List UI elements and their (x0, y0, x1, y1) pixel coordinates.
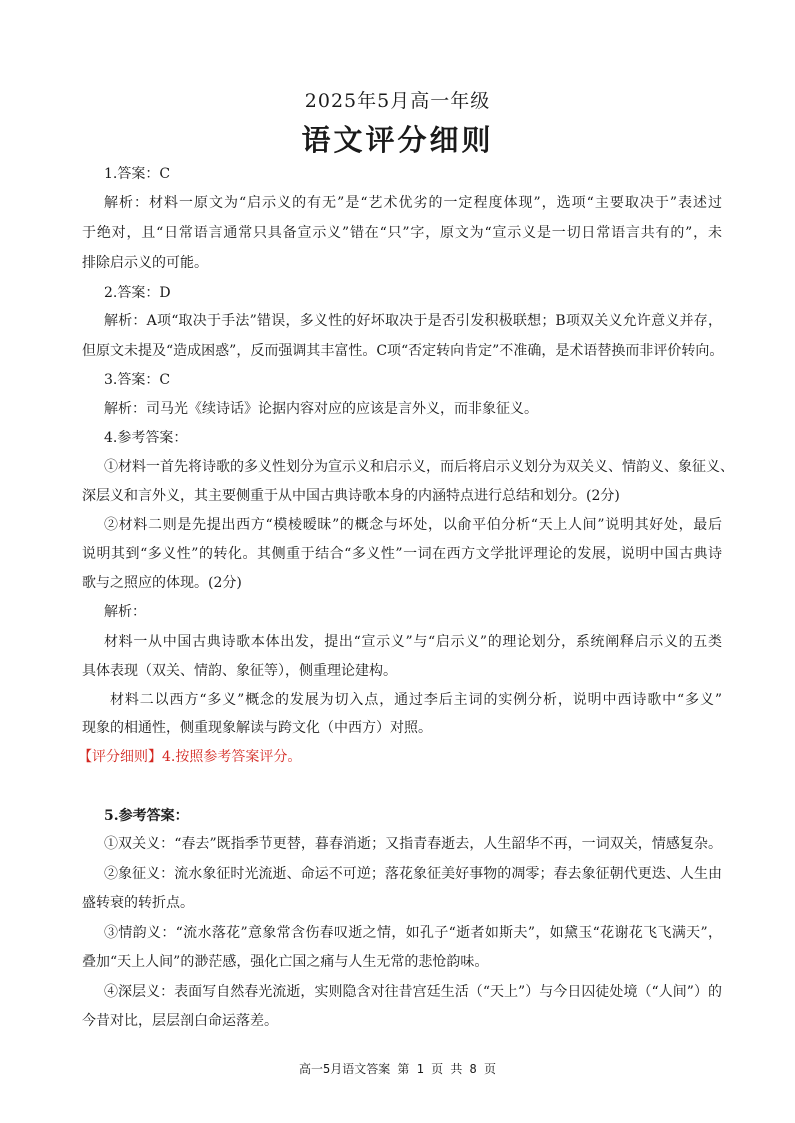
q4-analysis-line-2: 具体表现（双关、情韵、象征等），侧重理论建构。 (82, 663, 397, 679)
q2-analysis-line-1: 解析：A项“取决于手法”错误，多义性的好坏取决于是否引发积极联想；B项双关义允许意义并存， (104, 313, 722, 329)
q5-point-3-line-2: 叠加“天上人间”的渺茫感，强化亡国之痛与人生无常的悲怆韵味。 (82, 954, 489, 970)
q5-point-4-line-1: ④深层义：表面写自然春光流逝，实则隐含对往昔宫廷生活（“天上”）与今日囚徒处境（“人间”）的 (104, 984, 722, 1000)
page-footer: 高一5月语文答案 第 1 页 共 8 页 (298, 1062, 497, 1076)
q2-answer: 2.答案：D (104, 285, 171, 301)
q3-answer: 3.答案：C (104, 372, 171, 388)
q4-scoring-rule: 【评分细则】4.按照参考答案评分。 (78, 749, 302, 765)
q4-analysis-line-3: 材料二以西方“多义”概念的发展为切入点，通过李后主词的实例分析，说明中西诗歌中“多义” (110, 692, 722, 708)
exam-subtitle: 2025年5月高一年级 (304, 90, 491, 112)
q5-point-3-line-1: ③情韵义：“流水落花”意象常含伤春叹逝之情，如孔子“逝者如斯夫”，如黛玉“花谢花飞飞满天”， (104, 925, 722, 941)
q1-analysis-line-3: 排除启示义的可能。 (82, 255, 208, 271)
q4-analysis-line-1: 材料一从中国古典诗歌本体出发，提出“宣示义”与“启示义”的理论划分，系统阐释启示义的五类 (104, 634, 722, 650)
q4-point-2-line-1: ②材料二则是先提出西方“模棱暧昧”的概念与坏处，以俞平伯分析“天上人间”说明其好处，最后 (104, 517, 722, 533)
q4-point-2-line-3: 歌与之照应的体现。(2分) (82, 575, 242, 591)
q4-analysis-line-4: 现象的相通性，侧重现象解读与跨文化（中西方）对照。 (82, 720, 432, 736)
q1-analysis-line-1: 解析：材料一原文为“启示义的有无”是“艺术优劣的一定程度体现”，选项“主要取决于”表述过 (104, 195, 722, 211)
q5-point-2-line-2: 盛转衰的转折点。 (82, 895, 194, 911)
q2-analysis-line-2: 但原文未提及“造成困惑”，反而强调其丰富性。C项“否定转向肯定”不准确，是术语替换而非评价转向。 (82, 343, 724, 359)
q4-point-1-line-1: ①材料一首先将诗歌的多义性划分为宣示义和启示义，而后将启示义划分为双关义、情韵义、象征义、 (104, 459, 734, 475)
q1-analysis-line-2: 于绝对，且“日常语言通常只具备宣示义”错在“只”字，原文为“宣示义是一切日常语言共有的”，未 (82, 225, 722, 241)
q5-point-2-line-1: ②象征义：流水象征时光流逝、命运不可逆；落花象征美好事物的凋零；春去象征朝代更迭、人生由 (104, 866, 722, 882)
q5-answer: 5.参考答案： (104, 808, 189, 824)
q4-answer: 4.参考答案： (104, 430, 188, 446)
page-title: 语文评分细则 (301, 123, 494, 157)
q3-analysis-line-1: 解析：司马光《续诗话》论据内容对应的应该是言外义，而非象征义。 (104, 401, 538, 417)
q5-point-4-line-2: 今昔对比，层层剖白命运落差。 (82, 1013, 278, 1029)
q4-point-1-line-2: 深层义和言外义，其主要侧重于从中国古典诗歌本身的内涵特点进行总结和划分。(2分) (82, 488, 620, 504)
q1-answer: 1.答案：C (104, 166, 171, 182)
q4-point-2-line-2: 说明其到“多义性”的转化。其侧重于结合“多义性”一词在西方文学批评理论的发展，说明中国古典诗 (82, 546, 722, 562)
q5-point-1: ①双关义：“春去”既指季节更替，暮春消逝；又指青春逝去，人生韶华不再，一词双关，情感复杂。 (104, 836, 722, 852)
q4-analysis-label: 解析： (104, 604, 146, 620)
